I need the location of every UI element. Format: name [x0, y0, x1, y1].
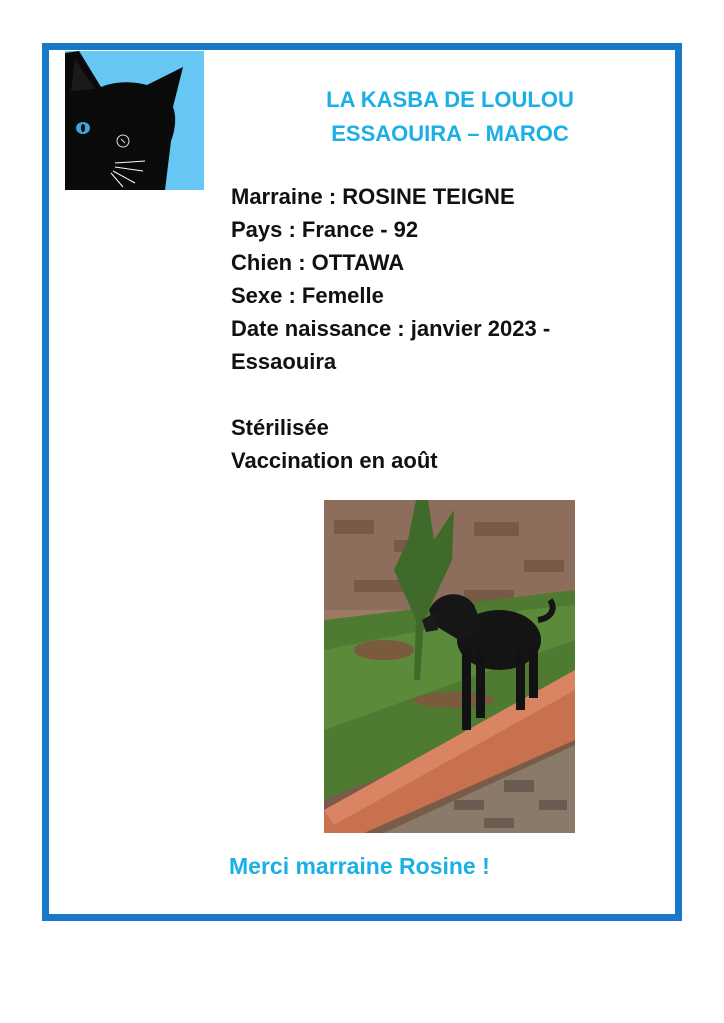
date-naissance-line-2: Essaouira	[231, 349, 337, 374]
date-naissance-line: Date naissance : janvier 2023 -	[231, 316, 551, 341]
dog-photo	[324, 500, 575, 833]
vaccination-line: Vaccination en août	[231, 448, 438, 473]
thanks-message: Merci marraine Rosine !	[229, 853, 490, 879]
sexe-line: Sexe : Femelle	[231, 283, 384, 308]
title-line-2: ESSAOUIRA – MAROC	[331, 121, 569, 146]
page-title	[300, 83, 600, 151]
title-line-1: LA KASBA DE LOULOU	[326, 87, 574, 112]
pays-line: Pays : France - 92	[231, 217, 419, 242]
marraine-line: Marraine : ROSINE TEIGNE	[231, 184, 515, 209]
spacer	[231, 378, 651, 411]
sterilisee-line: Stérilisée	[231, 415, 329, 440]
chien-line: Chien : OTTAWA	[231, 250, 405, 275]
sponsor-info	[231, 180, 651, 477]
black-cat-icon	[65, 51, 204, 190]
